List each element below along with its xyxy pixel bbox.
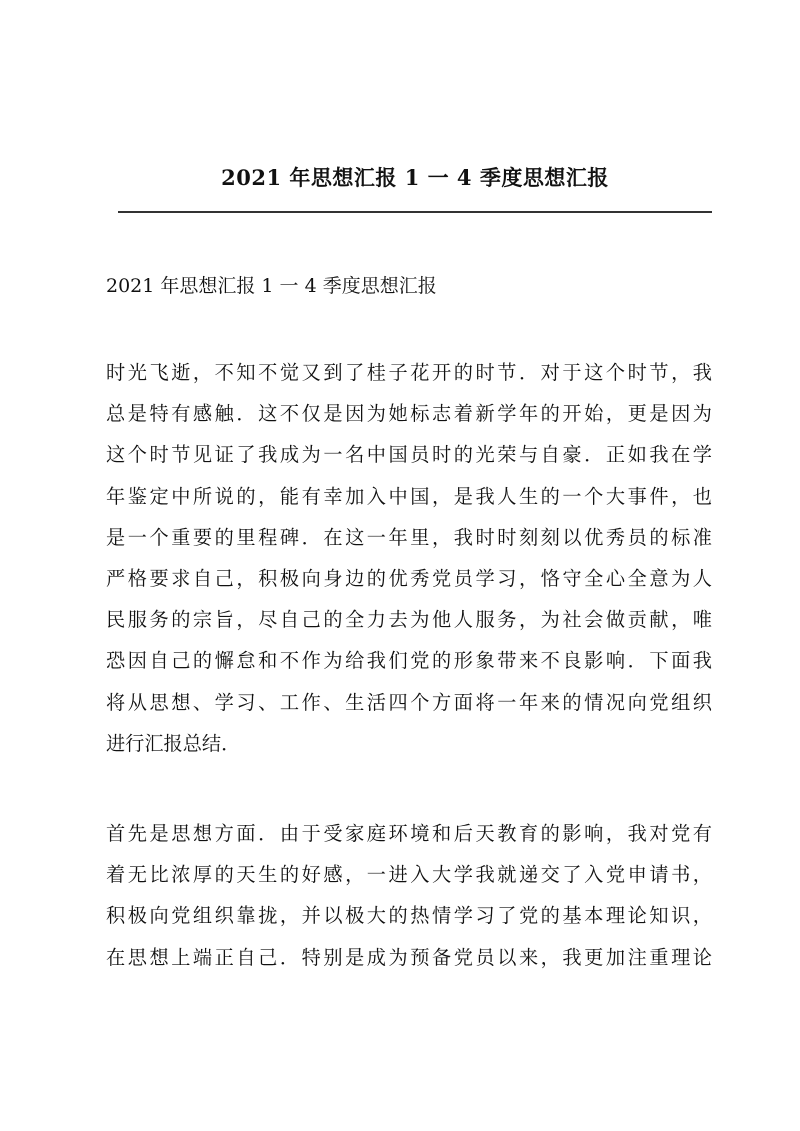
paragraph-line: 恐因自己的懈怠和不作为给我们党的形象带来不良影响．下面我 [106,649,712,673]
paragraph-line: 进行汇报总结． [106,731,241,755]
paragraph-intro [106,352,712,764]
paragraph-line: 总是特有感触．这不仅是因为她标志着新学年的开始，更是因为 [106,402,712,426]
paragraph-line: 首先是思想方面．由于受家庭环境和后天教育的影响，我对党有 [106,822,712,845]
paragraph-line: 是一个重要的里程碑．在这一年里，我时时刻刻以优秀员的标准 [106,525,712,549]
paragraph-line: 着无比浓厚的天生的好感，一进入大学我就递交了入党申请书， [106,863,712,887]
document-subtitle: 2021 年思想汇报 1 一 4 季度思想汇报 [106,275,437,297]
paragraph-line: 这个时节见证了我成为一名中国员时的光荣与自豪．正如我在学 [106,443,712,467]
paragraph-line: 在思想上端正自己．特别是成为预备党员以来，我更加注重理论 [106,945,712,969]
paragraph-line: 民服务的宗旨，尽自己的全力去为他人服务，为社会做贡献，唯 [106,608,712,632]
paragraph-line: 时光飞逝，不知不觉又到了桂子花开的时节．对于这个时节，我 [106,361,712,384]
paragraph-line: 年鉴定中所说的，能有幸加入中国，是我人生的一个大事件，也 [106,484,712,508]
paragraph-thought [106,813,712,978]
paragraph-line: 将从思想、学习、工作、生活四个方面将一年来的情况向党组织 [106,690,712,714]
document-title: 2021 年思想汇报 1 一 4 季度思想汇报 [221,165,609,190]
title-divider [118,211,712,213]
paragraph-line: 积极向党组织靠拢，并以极大的热情学习了党的基本理论知识， [106,904,712,928]
paragraph-line: 严格要求自己，积极向身边的优秀党员学习，恪守全心全意为人 [106,567,712,591]
